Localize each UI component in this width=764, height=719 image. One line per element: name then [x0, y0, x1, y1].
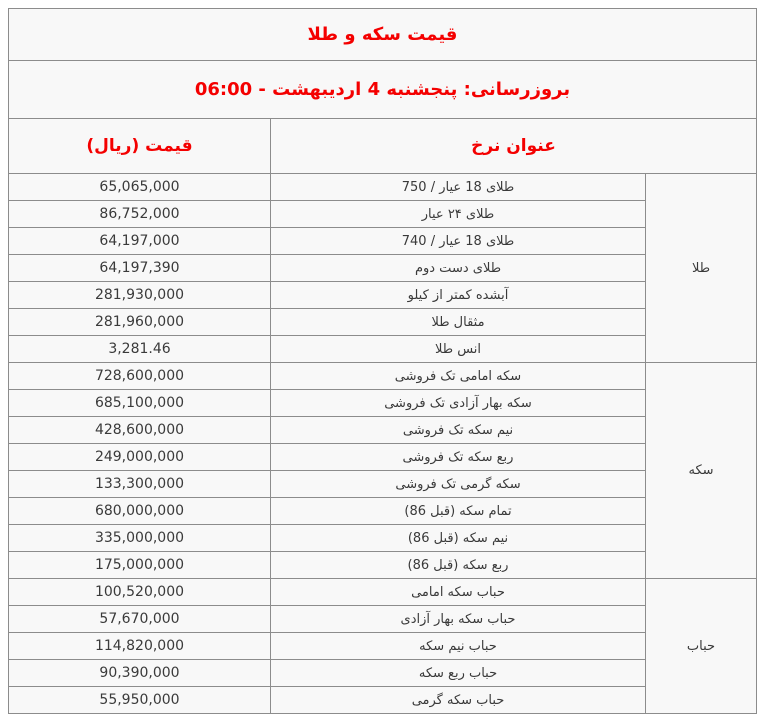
rate-name: طلای ۲۴ عیار: [271, 201, 646, 228]
rate-name: انس طلا: [271, 336, 646, 363]
table-row: [9, 309, 757, 336]
price-value: 680,000,000: [9, 498, 271, 525]
price-value: 133,300,000: [9, 471, 271, 498]
price-value: 335,000,000: [9, 525, 271, 552]
rate-name: حباب ربع سکه: [271, 660, 646, 687]
price-value: 65,065,000: [9, 174, 271, 201]
price-value: 90,390,000: [9, 660, 271, 687]
table-row: [9, 363, 757, 390]
table-row: [9, 282, 757, 309]
price-value: 3,281.46: [9, 336, 271, 363]
table-row: [9, 687, 757, 714]
rate-name: مثقال طلا: [271, 309, 646, 336]
column-header-price: قیمت (ریال): [9, 119, 271, 174]
rate-name: سکه بهار آزادی تک فروشی: [271, 390, 646, 417]
title-row: [9, 9, 757, 61]
price-value: 249,000,000: [9, 444, 271, 471]
price-table: [8, 8, 757, 714]
price-value: 175,000,000: [9, 552, 271, 579]
table-row: [9, 444, 757, 471]
table-row: [9, 417, 757, 444]
price-value: 100,520,000: [9, 579, 271, 606]
rate-name: ربع سکه (قبل 86): [271, 552, 646, 579]
price-value: 728,600,000: [9, 363, 271, 390]
table-row: [9, 390, 757, 417]
table-row: [9, 606, 757, 633]
rate-name: نیم سکه تک فروشی: [271, 417, 646, 444]
rate-name: حباب سکه گرمی: [271, 687, 646, 714]
table-row: [9, 201, 757, 228]
rate-name: تمام سکه (قبل 86): [271, 498, 646, 525]
rate-name: حباب نیم سکه: [271, 633, 646, 660]
column-header-name: عنوان نرخ: [271, 119, 757, 174]
category-label-gold: طلا: [646, 174, 757, 363]
rate-name: طلای 18 عیار / 740: [271, 228, 646, 255]
price-value: 55,950,000: [9, 687, 271, 714]
table-row: [9, 633, 757, 660]
rate-name: طلای 18 عیار / 750: [271, 174, 646, 201]
table-row: [9, 498, 757, 525]
price-value: 57,670,000: [9, 606, 271, 633]
rate-name: طلای دست دوم: [271, 255, 646, 282]
update-timestamp: بروزرسانی: پنجشنبه 4 اردیبهشت - 06:00: [9, 61, 757, 119]
category-label-coin: سکه: [646, 363, 757, 579]
page-title: قیمت سکه و طلا: [9, 9, 757, 61]
table-row: [9, 579, 757, 606]
price-value: 86,752,000: [9, 201, 271, 228]
table-row: [9, 660, 757, 687]
table-row: [9, 174, 757, 201]
table-row: [9, 552, 757, 579]
rate-name: نیم سکه (قبل 86): [271, 525, 646, 552]
table-row: [9, 525, 757, 552]
price-value: 64,197,000: [9, 228, 271, 255]
rate-name: حباب سکه بهار آزادی: [271, 606, 646, 633]
price-value: 281,960,000: [9, 309, 271, 336]
table-row: [9, 255, 757, 282]
header-row: [9, 119, 757, 174]
rate-name: آبشده کمتر از کیلو: [271, 282, 646, 309]
rate-name: سکه امامی تک فروشی: [271, 363, 646, 390]
update-row: [9, 61, 757, 119]
rate-name: ربع سکه تک فروشی: [271, 444, 646, 471]
price-value: 685,100,000: [9, 390, 271, 417]
rate-name: سکه گرمی تک فروشی: [271, 471, 646, 498]
table-row: [9, 471, 757, 498]
table-row: [9, 336, 757, 363]
category-label-bubble: حباب: [646, 579, 757, 714]
rate-name: حباب سکه امامی: [271, 579, 646, 606]
price-value: 428,600,000: [9, 417, 271, 444]
price-value: 114,820,000: [9, 633, 271, 660]
price-value: 64,197,390: [9, 255, 271, 282]
price-value: 281,930,000: [9, 282, 271, 309]
table-row: [9, 228, 757, 255]
